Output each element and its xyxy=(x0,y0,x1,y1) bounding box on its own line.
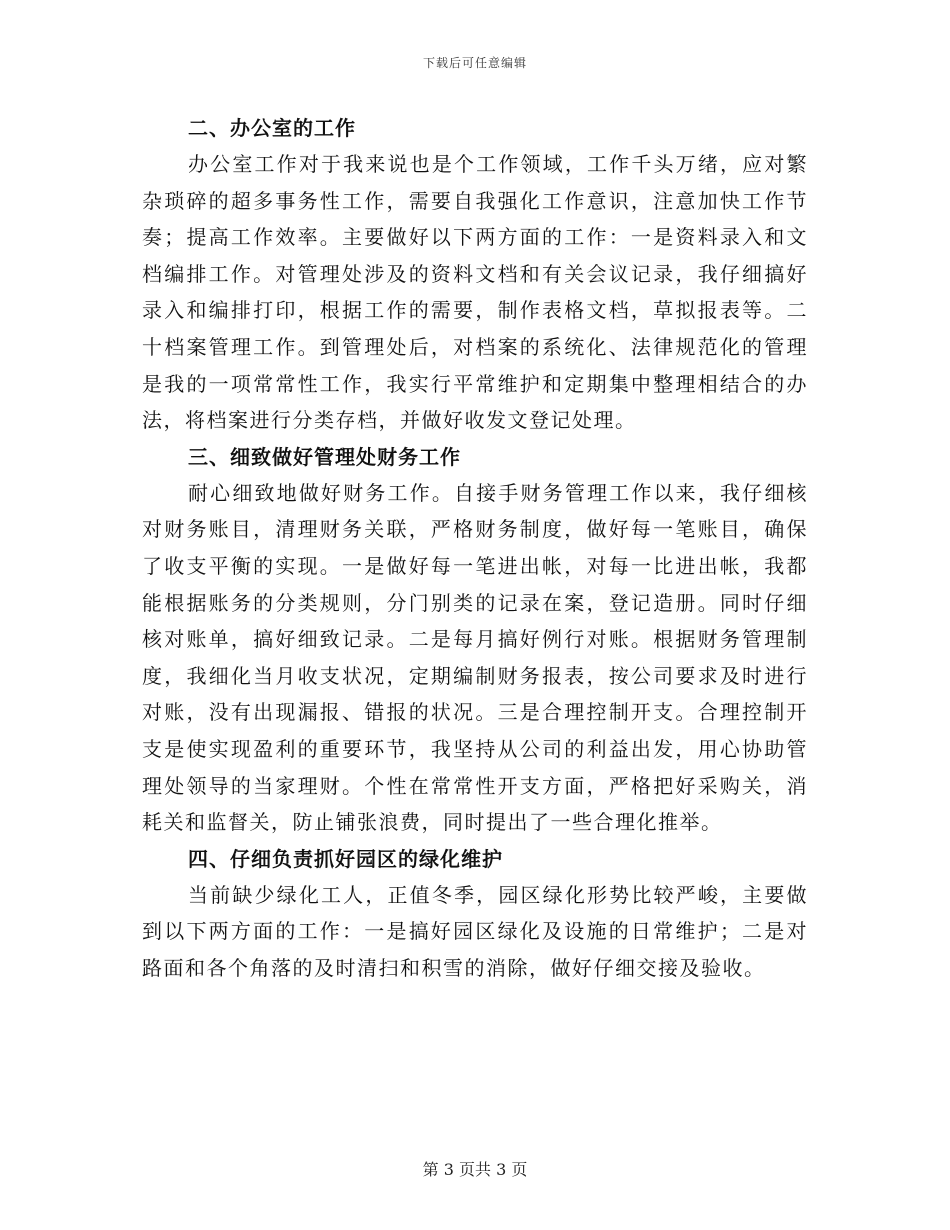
document-body xyxy=(142,110,808,986)
page-header: 下载后可任意编辑 xyxy=(422,56,527,70)
section-heading-office: 二、办公室的工作 xyxy=(188,116,356,140)
page-footer: 第 3 页共 3 页 xyxy=(422,1160,528,1179)
section-heading-greening: 四、仔细负责抓好园区的绿化维护 xyxy=(188,846,503,871)
section-paragraph-greening: 当前缺少绿化工人，正值冬季，园区绿化形势比较严峻，主要做到以下两方面的工作：一是搞好园区绿化及设施的日常维护；二是对路面和各个角落的及时清扫和积雪的消除，做好仔细交接及验收。 xyxy=(142,882,808,980)
section-heading-finance: 三、细致做好管理处财务工作 xyxy=(188,444,461,469)
section-paragraph-finance: 耐心细致地做好财务工作。自接手财务管理工作以来，我仔细核对财务账目，清理财务关联，严格财务制度，做好每一笔账目，确保了收支平衡的实现。一是做好每一笔进出帐，对每一比进出帐，我都能根据账务的分类规则，分门别类的记录在案，登记造册。同时仔细核对账单，搞好细致记录。二是每月搞好例行对账。根据财务管理制度，我细化当月收支状况，定期编制财务报表，按公司要求及时进行对账，没有出现漏报、错报的状况。三是合理控制开支。合理控制开支是使实现盈利的重要环节，我坚持从公司的利益出发，用心协助管理处领导的当家理财。个性在常常性开支方面，严格把好采购关，消耗关和监督关，防止铺张浪费，同时提出了一些合理化推举。 xyxy=(142,480,808,835)
section-paragraph-office: 办公室工作对于我来说也是个工作领域，工作千头万绪，应对繁杂琐碎的超多事务性工作，需要自我强化工作意识，注意加快工作节奏；提高工作效率。主要做好以下两方面的工作：一是资料录入和文档编排工作。对管理处涉及的资料文档和有关会议记录，我仔细搞好录入和编排打印，根据工作的需要，制作表格文档，草拟报表等。二十档案管理工作。到管理处后，对档案的系统化、法律规范化的管理是我的一项常常性工作，我实行平常维护和定期集中整理相结合的办法，将档案进行分类存档，并做好收发文登记处理。 xyxy=(142,152,808,433)
